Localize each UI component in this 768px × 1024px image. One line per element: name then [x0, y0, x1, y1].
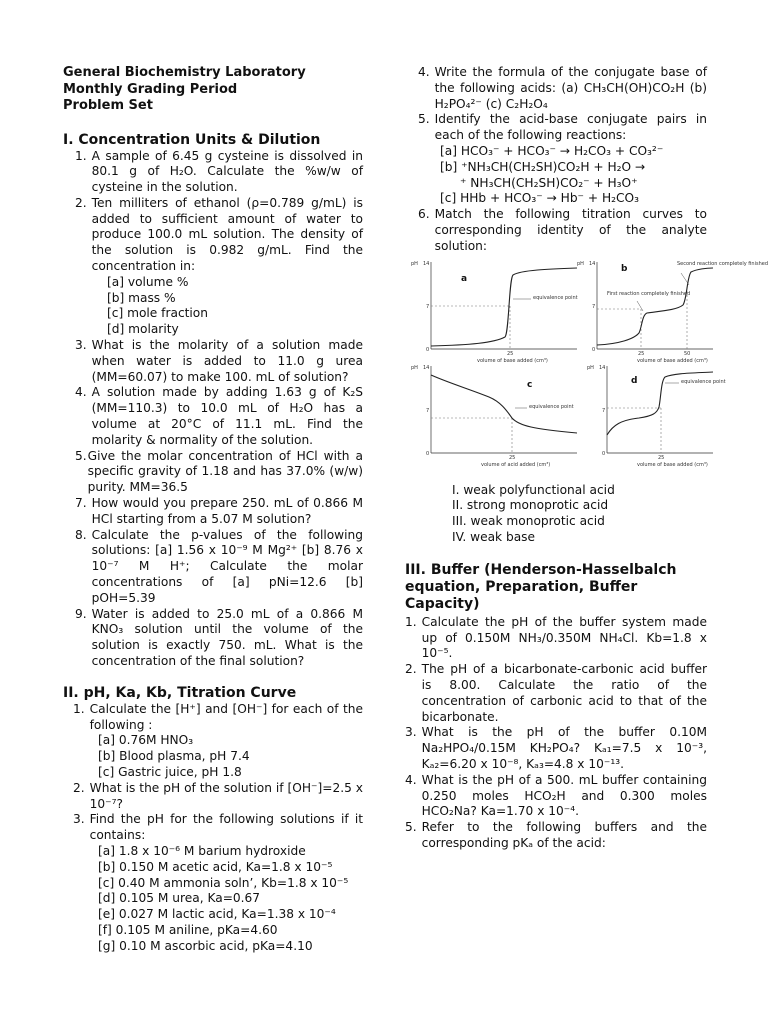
question-text: Calculate the [H⁺] and [OH⁻] for each of the following : — [89, 701, 363, 732]
list-item: [f] 0.105 M aniline, pKa=4.60 — [98, 922, 278, 937]
question-number: 1. — [75, 148, 87, 163]
list-item: [d] 0.105 M urea, Ka=0.67 — [98, 891, 261, 906]
question-text: Ten milliters of ethanol (ρ=0.789 g/mL) is added to sufficient amount of water to produce 100.0 mL solution. The density of the solution is 0.982 g/mL. Find the concentration in: — [91, 195, 363, 274]
question-number: 2. — [405, 662, 417, 677]
graph-c-xtick: 25 — [509, 454, 516, 461]
question-number: 4. — [75, 385, 87, 400]
question-text: What is the pH of the buffer 0.10M Na₂HPO₄/0.15M KH₂PO₄? Kₐ₁=7.5 x 10⁻³, Kₐ₂=6.20 x 10⁻⁸, Kₐ₃=4.8 x 10⁻¹³. — [421, 725, 707, 771]
list-item: [d] molarity — [107, 322, 179, 337]
graph-a-note: equivalence point — [533, 294, 578, 301]
list-item: IV. weak base — [452, 529, 536, 544]
question — [405, 662, 707, 725]
question — [63, 496, 363, 528]
question-text: What is the pH of a 500. mL buffer containing 0.250 moles HCO₂H and 0.300 moles HCO₂Na? Ka=1.70 x 10⁻⁴. — [421, 772, 707, 819]
header-line-2: Monthly Grading Period — [63, 81, 238, 97]
list-item: III. weak monoprotic acid — [452, 514, 605, 529]
question-number: 3. — [73, 812, 85, 827]
graph-b-y14: 14 — [589, 260, 596, 267]
question-text: Write the formula of the conjugate base of the following acids: (a) CH₃CH(OH)CO₂H (b) H₂PO₄²⁻ (c) C₂H₂O₄ — [434, 65, 707, 111]
titration-curves-svg — [409, 259, 768, 477]
list-item: II. strong monoprotic acid — [452, 498, 609, 513]
graph-a-y0: 0 — [426, 346, 430, 353]
question — [63, 781, 363, 813]
graph-b-letter: b — [621, 263, 628, 274]
question-number: 4. — [418, 65, 430, 79]
reaction-b: [b] ⁺NH₃CH(CH₂SH)CO₂H + H₂O → — [440, 159, 646, 174]
list-item: [a] 1.8 x 10⁻⁶ M barium hydroxide — [98, 843, 306, 858]
question-text: Calculate the pH of the buffer system made up of 0.150M NH₃/0.350M NH₄Cl. Kb=1.8 x 10⁻⁵. — [421, 614, 707, 661]
graph-b-ph-label: pH — [577, 260, 584, 267]
reaction-a: [a] HCO₃⁻ + HCO₃⁻ → H₂CO₃ + CO₃²⁻ — [440, 143, 664, 158]
graph-c-y7: 7 — [426, 407, 430, 414]
list-item: [a] 0.76M HNO₃ — [98, 733, 194, 748]
question-number: 2. — [73, 780, 85, 795]
left-column — [63, 65, 363, 955]
graph-d-y14: 14 — [599, 364, 606, 371]
graph-d-y7: 7 — [602, 407, 606, 414]
question-text: Calculate the p-values of the following solutions: [a] 1.56 x 10⁻⁹ M Mg²⁺ [b] 8.76 x 10⁻⁷ M H⁺; Calculate the molar concentrations of [a] pNi=12.6 [b] pOH=5.39 — [91, 527, 363, 605]
list-item: [g] 0.10 M ascorbic acid, pKa=4.10 — [98, 938, 313, 953]
question-number: 3. — [405, 725, 417, 740]
question-number: 2. — [75, 195, 87, 210]
question — [405, 615, 707, 662]
question — [405, 820, 707, 852]
question-text: A sample of 6.45 g cysteine is dissolved in 80.1 g of H₂O. Calculate the %w/w of cysteine in the solution. — [91, 148, 363, 195]
graph-b-xtick-1: 25 — [638, 350, 645, 357]
section-1-title: I. Concentration Units & Dilution — [63, 131, 321, 148]
graph-c-ph-label: pH — [411, 364, 418, 371]
list-item: [e] 0.027 M lactic acid, Ka=1.38 x 10⁻⁴ — [98, 907, 336, 922]
graph-c-note: equivalence point — [529, 403, 574, 410]
header-line-3: Problem Set — [63, 98, 153, 113]
question — [63, 449, 363, 496]
question-number: 6. — [418, 207, 430, 222]
graph-c-xlabel: volume of acid added (cm³) — [481, 461, 551, 468]
question-text: Refer to the following buffers and the corresponding pKₐ of the acid: — [421, 820, 707, 850]
question-number: 7. — [75, 496, 87, 511]
list-item: [b] 0.150 M acetic acid, Ka=1.8 x 10⁻⁵ — [98, 859, 333, 874]
question-text: Find the pH for the following solutions if it contains: — [89, 812, 363, 843]
graph-b-note1: Second reaction completely finished — [677, 260, 768, 267]
question — [405, 112, 707, 144]
list-item: [c] mole fraction — [107, 306, 208, 321]
graph-d-letter: d — [631, 375, 638, 386]
reaction-c: [c] HHb + HCO₃⁻ → Hb⁻ + H₂CO₃ — [440, 191, 639, 206]
graph-d — [587, 365, 726, 468]
graph-a-ph-label: pH — [411, 260, 418, 267]
question-number: 4. — [405, 772, 417, 787]
graph-d-xtick: 25 — [658, 454, 665, 461]
graph-b-curve — [597, 268, 713, 345]
question-text: What is the molarity of a solution made when water is added to 11.0 g urea (MM=60.07) to make 100. mL of solution? — [91, 338, 363, 384]
question — [63, 149, 363, 196]
graph-b-xlabel: volume of base added (cm³) — [637, 357, 708, 364]
graph-c-y0: 0 — [426, 450, 430, 457]
question-number: 9. — [75, 606, 87, 621]
graph-c — [411, 365, 577, 468]
question — [63, 702, 363, 734]
question — [405, 773, 707, 820]
graph-a-y14: 14 — [423, 260, 430, 267]
question-text: A solution made by adding 1.63 g of K₂S (MM=110.3) to 10.0 mL of H₂O has a volume at 20°C of 11.1 mL. Find the molarity & normality of the solution. — [91, 385, 363, 447]
graph-b-note1-leader — [681, 273, 689, 285]
question-text: The pH of a bicarbonate-carbonic acid buffer is 8.00. Calculate the ratio of the concentration of carbonic acid to that of the bicarbonate. — [421, 662, 707, 724]
question — [405, 725, 707, 772]
graph-a-curve — [431, 268, 577, 346]
graph-d-ph-label: pH — [587, 364, 594, 371]
question-text: Water is added to 25.0 mL of a 0.866 M KNO₃ solution until the volume of the solution is exactly 750. mL. What is the concentration of the final solution? — [91, 606, 363, 668]
graph-c-y14: 14 — [423, 364, 430, 371]
list-item: [c] 0.40 M ammonia soln’, Kb=1.8 x 10⁻⁵ — [98, 875, 349, 890]
graph-a-y7: 7 — [426, 303, 430, 310]
titration-curves-figure — [409, 259, 768, 477]
question — [63, 812, 363, 844]
graph-a-letter: a — [461, 273, 468, 284]
graph-b-xtick-2: 50 — [684, 350, 691, 357]
right-column — [405, 65, 768, 852]
list-item: I. weak polyfunctional acid — [452, 482, 615, 497]
question-number: 5. — [75, 448, 87, 463]
list-item: [a] volume % — [107, 274, 189, 289]
graph-a-xtick: 25 — [507, 350, 514, 357]
graph-d-y0: 0 — [602, 450, 606, 457]
question-text: Identify the acid-base conjugate pairs in each of the following reactions: — [434, 112, 707, 143]
question-text: What is the pH of the solution if [OH⁻]=2.5 x 10⁻⁷? — [89, 780, 363, 811]
question — [63, 607, 363, 670]
question-text: Give the molar concentration of HCl with a specific gravity of 1.18 and has 37.0% (w/w) purity. MM=36.5 — [87, 448, 363, 495]
question — [63, 528, 363, 607]
section-3-title: III. Buffer (Henderson-Hasselbalch equation, Preparation, Buffer Capacity) — [405, 561, 677, 612]
graph-d-xlabel: volume of base added (cm³) — [637, 461, 708, 468]
question — [63, 385, 363, 448]
question-number: 5. — [405, 820, 417, 835]
question-number: 8. — [75, 527, 87, 542]
graph-b — [577, 261, 768, 364]
graph-c-letter: c — [527, 379, 533, 390]
list-item: [c] Gastric juice, pH 1.8 — [98, 764, 242, 779]
question-number: 3. — [75, 338, 87, 353]
graph-a-xlabel: volume of base added (cm³) — [477, 357, 548, 364]
question-number: 1. — [405, 614, 417, 629]
question-number: 5. — [418, 112, 430, 127]
graph-b-y7: 7 — [592, 303, 596, 310]
question-number: 1. — [73, 701, 85, 716]
question — [63, 338, 363, 385]
header-line-1: General Biochemistry Laboratory — [63, 65, 306, 80]
list-item: [b] mass % — [107, 290, 176, 305]
graph-b-note2: First reaction completely finished — [607, 290, 691, 297]
graph-d-note: equivalence point — [681, 378, 726, 385]
question — [405, 65, 707, 112]
section-2-title: II. pH, Ka, Kb, Titration Curve — [63, 684, 297, 701]
question-text: Match the following titration curves to corresponding identity of the analyte solution: — [434, 207, 707, 253]
graph-b-y0: 0 — [592, 346, 596, 353]
list-item: [b] Blood plasma, pH 7.4 — [98, 749, 250, 764]
reaction-b-products: ⁺ NH₃CH(CH₂SH)CO₂⁻ + H₃O⁺ — [460, 175, 638, 190]
question — [405, 207, 707, 254]
question — [63, 196, 363, 275]
question-text: How would you prepare 250. mL of 0.866 M HCl starting from a 5.07 M solution? — [91, 496, 363, 526]
graph-b-note2-leader — [637, 301, 643, 311]
graph-a — [411, 261, 578, 364]
